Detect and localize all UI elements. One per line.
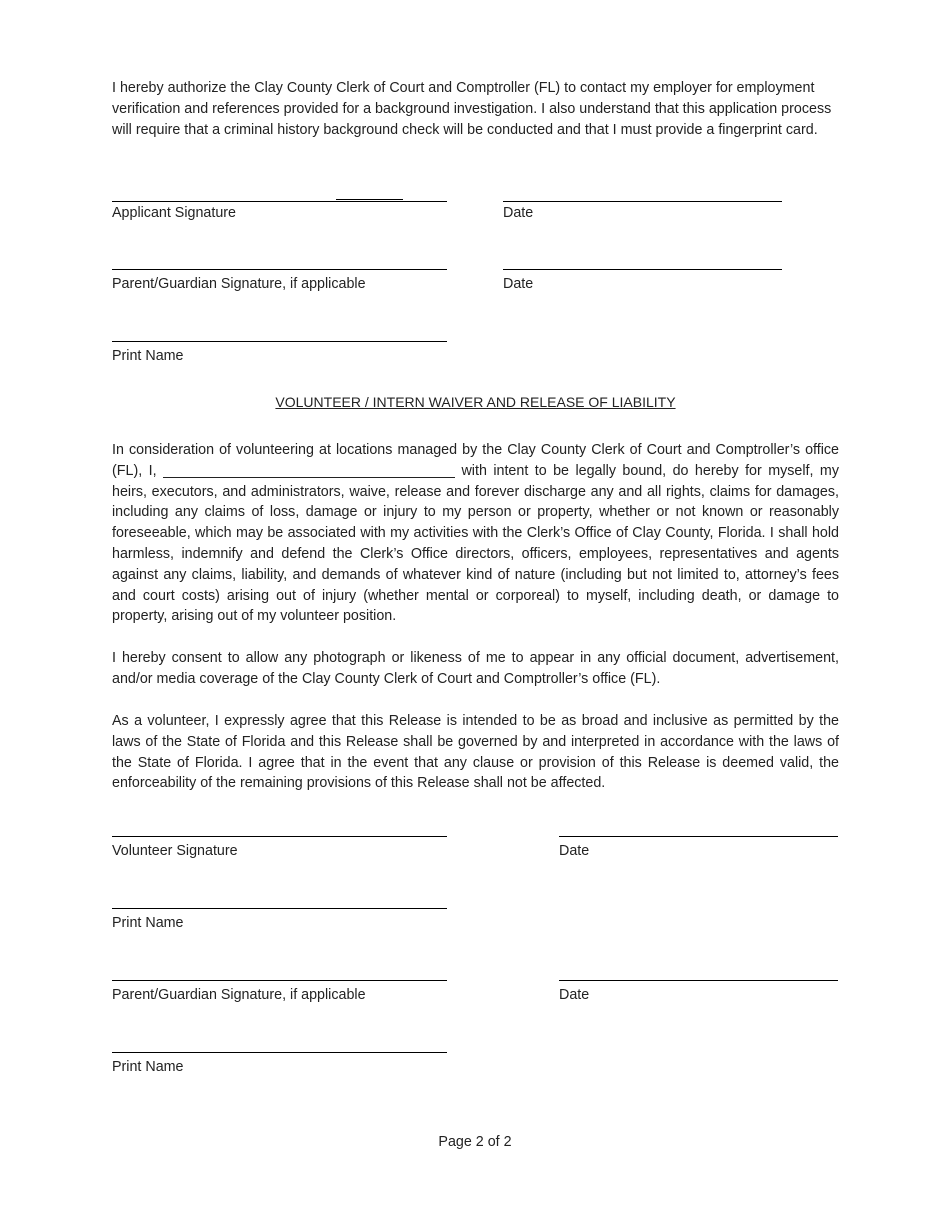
authorization-paragraph: I hereby authorize the Clay County Clerk of Court and Comptroller (FL) to contact my employer for employment verification and references provided for a background investigation. I also understand that this application process will require that a criminal history background check will be conducted and that I must provide a fingerprint card. bbox=[112, 80, 832, 138]
parent-date-label-bottom: Date bbox=[559, 987, 590, 1003]
waiver-paragraph-1-start: In consideration of volunteering at locations managed by the Clay County Clerk of Court and Comptroller’s office (FL), I, bbox=[112, 442, 839, 479]
release-paragraph: As a volunteer, I expressly agree that this Release is intended to be as broad and inclusive as permitted by the laws of the State of Florida and this Release shall be governed by and interpreted in accordance with the laws of the State of Florida. I agree that in the event that any clause or provision of this Release is deemed valid, the enforceability of the remaining provisions of this Release shall not be affected. bbox=[112, 713, 839, 792]
parent-signature-line-bottom[interactable] bbox=[112, 980, 447, 981]
print-name-label-top: Print Name bbox=[112, 348, 184, 364]
applicant-signature-mark bbox=[336, 199, 403, 200]
parent-signature-line-top[interactable] bbox=[112, 269, 447, 270]
print-name-line-volunteer[interactable] bbox=[112, 908, 447, 909]
consent-paragraph: I hereby consent to allow any photograph or likeness of me to appear in any official document, advertisement, and/or media coverage of the Clay County Clerk of Court and Comptroller’s office (FL). bbox=[112, 650, 839, 687]
parent-date-label-top: Date bbox=[503, 276, 534, 292]
volunteer-date-label: Date bbox=[559, 843, 590, 859]
applicant-signature-line[interactable] bbox=[112, 201, 447, 202]
parent-signature-label-bottom: Parent/Guardian Signature, if applicable bbox=[112, 987, 366, 1003]
volunteer-date-line[interactable] bbox=[559, 836, 838, 837]
page-number: Page 2 of 2 bbox=[438, 1134, 512, 1150]
volunteer-signature-label: Volunteer Signature bbox=[112, 843, 238, 859]
applicant-date-label: Date bbox=[503, 205, 534, 221]
parent-date-line-top[interactable] bbox=[503, 269, 782, 270]
applicant-signature-label: Applicant Signature bbox=[112, 205, 236, 221]
parent-date-line-bottom[interactable] bbox=[559, 980, 838, 981]
waiver-paragraph-1-end: with intent to be legally bound, do hereby for myself, my heirs, executors, and administrators, waive, release and forever discharge any and all rights, claims for damages, including any claims of loss, damage or injury to my person or property, whether or not known or reasonably foreseeable, which may be associated with my activities with the Clerk’s Office of Clay County, Florida. I shall hold harmless, indemnify and defend the Clerk’s Office directors, officers, employees, representatives and agents against any claims, liability, and demands of whatever kind of nature (including but not limited to, attorney’s fees and court costs) arising out of injury (whether mental or corporeal) to myself, including death, or damage to property, arising out of my volunteer position. bbox=[112, 462, 839, 625]
print-name-line-parent[interactable] bbox=[112, 1052, 447, 1053]
parent-signature-label-top: Parent/Guardian Signature, if applicable bbox=[112, 276, 366, 292]
print-name-label-parent: Print Name bbox=[112, 1059, 184, 1075]
waiver-paragraph-1 bbox=[112, 440, 839, 627]
waiver-heading: VOLUNTEER / INTERN WAIVER AND RELEASE OF LIABILITY bbox=[275, 394, 676, 410]
applicant-date-line[interactable] bbox=[503, 201, 782, 202]
print-name-label-volunteer: Print Name bbox=[112, 915, 184, 931]
print-name-line-top[interactable] bbox=[112, 341, 447, 342]
volunteer-signature-line[interactable] bbox=[112, 836, 447, 837]
volunteer-name-blank[interactable] bbox=[163, 463, 455, 478]
